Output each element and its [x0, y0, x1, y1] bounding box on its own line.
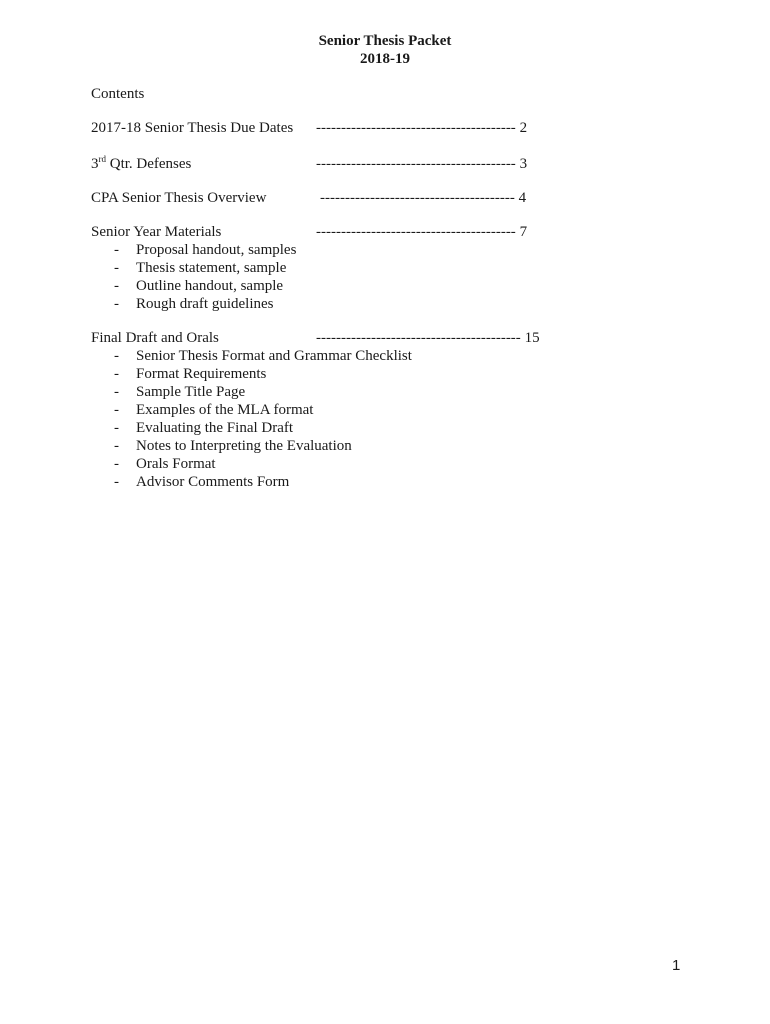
document-year: 2018-19 — [360, 51, 410, 67]
toc-entry-defenses — [91, 155, 551, 173]
toc-leader: ---------------------------------------- 3 — [316, 156, 528, 172]
toc-leader: ---------------------------------------- 7 — [316, 224, 528, 240]
toc-leader: --------------------------------------- 4 — [320, 190, 527, 206]
toc-entry-final-draft-orals — [91, 329, 571, 347]
toc-page-number: 15 — [524, 330, 540, 346]
toc-entry-label: Senior Year Materials — [91, 224, 222, 240]
toc-entry-senior-year-materials — [91, 223, 551, 241]
page-number: 1 — [672, 957, 681, 974]
toc-entry-label: 2017-18 Senior Thesis Due Dates — [91, 120, 294, 136]
document-page: Senior Thesis Packet 2018-19 Contents 2017-18 Senior Thesis Due Dates ---------------------------------------- 2 3rd Qtr. Defenses ---------------------------------------- 3 CPA Senior Thesis Overview --------------------------------------- 4 Senior Year Materials ---------------------------------------- 7 - Proposal handout, samples - Thesis statement, sample - Outline handout, sample - Rough draft guidelines Final Draft and Orals ----------------------------------------- 15 - Senior Thesis Format and Grammar Checklist - Format Requirements - Sample Title Page - Examples of the MLA format - Evaluating the Final Draft - Notes to Interpreting the Evaluation - Orals Format - Advisor Comments Form 1 — [0, 0, 770, 1024]
contents-heading: Contents — [91, 86, 145, 102]
toc-page-number: 2 — [519, 120, 528, 136]
toc-entry-overview — [91, 189, 551, 207]
toc-page-number: 3 — [519, 156, 528, 172]
toc-entry-label: Final Draft and Orals — [91, 330, 219, 346]
document-title: Senior Thesis Packet — [318, 33, 452, 49]
toc-page-number: 7 — [519, 224, 528, 240]
toc-entry-due-dates — [91, 119, 551, 137]
toc-entry-label: CPA Senior Thesis Overview — [91, 190, 267, 206]
toc-leader: ----------------------------------------- 15 — [316, 330, 540, 346]
toc-entry-label: 3rd Qtr. Defenses — [91, 154, 192, 172]
toc-page-number: 4 — [518, 190, 527, 206]
toc-leader: ---------------------------------------- 2 — [316, 120, 528, 136]
